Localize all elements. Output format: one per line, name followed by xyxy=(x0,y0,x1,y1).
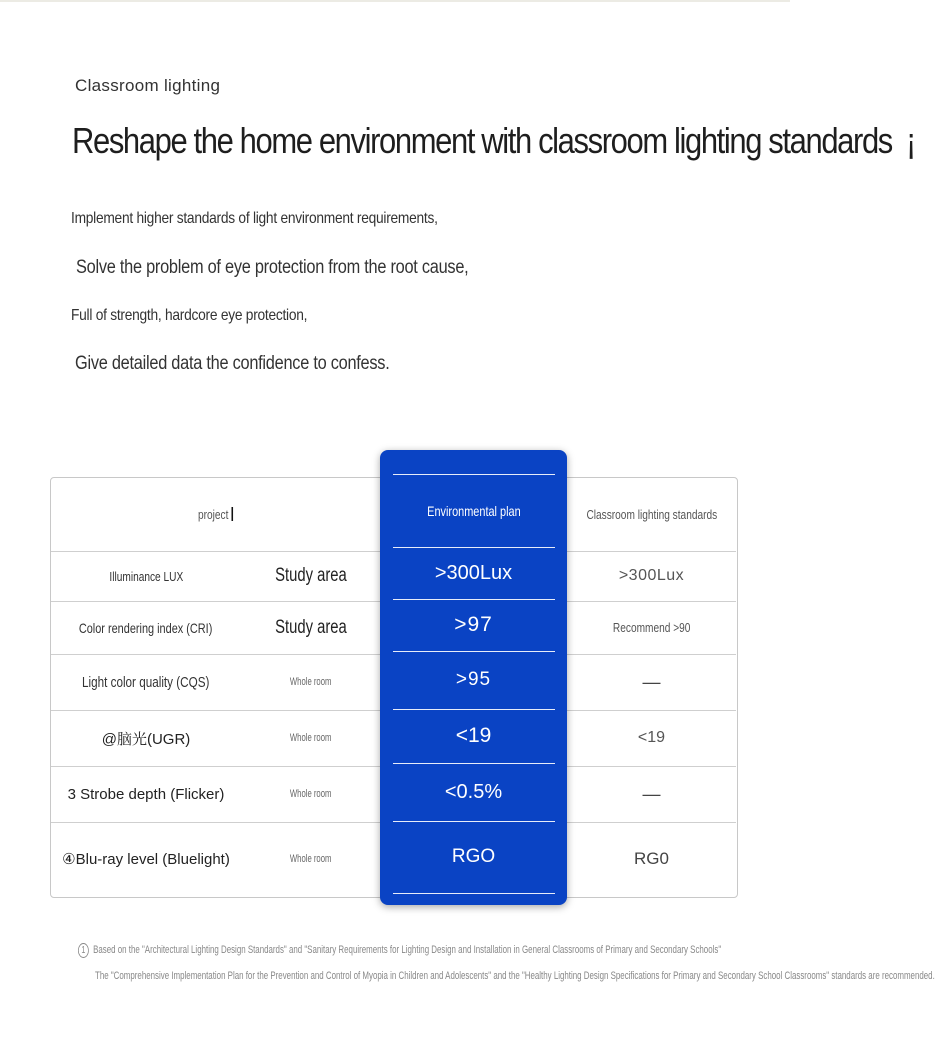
row-classroom: <19 xyxy=(637,729,666,746)
header-environmental: Environmental plan xyxy=(426,503,521,519)
top-divider xyxy=(0,0,790,2)
section-eyebrow: Classroom lighting xyxy=(75,76,221,95)
row-project: Color rendering index (CRI) xyxy=(79,619,213,636)
row-scope: Study area xyxy=(274,616,347,638)
row-classroom: — xyxy=(642,671,661,692)
page-headline xyxy=(72,120,915,162)
footnote-text-1: Based on the "Architectural Lighting Design Standards" and "Sanitary Requirements for Lighting Design and Installation in General Classrooms of Primary and Secondary Schools" xyxy=(93,944,722,956)
intro-line-1: Implement higher standards of light environment requirements, xyxy=(71,210,438,227)
row-project: Illuminance LUX xyxy=(109,568,183,584)
intro-line-2: Solve the problem of eye protection from the root cause, xyxy=(76,257,469,278)
header-project xyxy=(51,478,380,551)
header-project-label: project xyxy=(197,507,229,522)
headline-text: Reshape the home environment with classroom lighting standards xyxy=(72,120,892,161)
row-scope: Whole room xyxy=(289,788,332,800)
row-scope: Whole room xyxy=(289,853,332,865)
env-value: <19 xyxy=(455,724,492,747)
row-project: Light color quality (CQS) xyxy=(82,673,210,691)
column-divider xyxy=(393,893,555,894)
footnote-line-1 xyxy=(78,943,721,958)
env-value: >97 xyxy=(454,613,493,636)
row-project: 3 Strobe depth (Flicker) xyxy=(67,785,225,803)
row-classroom: — xyxy=(642,783,661,804)
row-project: @脑光(UGR) xyxy=(101,730,191,748)
intro-line-3: Full of strength, hardcore eye protection, xyxy=(71,307,308,324)
footnote-line-2: The "Comprehensive Implementation Plan for the Prevention and Control of Myopia in Children and Adolescents" and the "Healthy Lighting Design Specifications for Primary and Secondary School Classrooms" standards are recommended. xyxy=(95,970,935,982)
row-classroom: RG0 xyxy=(634,849,669,868)
header-classroom: Classroom lighting standards xyxy=(586,507,717,522)
row-classroom: Recommend >90 xyxy=(612,620,691,635)
env-value: >300Lux xyxy=(434,561,513,584)
footnote-marker: 1 xyxy=(78,943,89,958)
headline-mark: ¡ xyxy=(906,120,915,161)
row-scope: Study area xyxy=(274,565,347,586)
env-value: >95 xyxy=(455,669,492,690)
row-scope: Whole room xyxy=(289,676,332,688)
row-project: ④Blu-ray level (Bluelight) xyxy=(62,851,230,868)
env-value: RGO xyxy=(451,846,496,867)
env-value: <0.5% xyxy=(444,780,503,803)
intro-line-4: Give detailed data the confidence to confess. xyxy=(75,353,390,374)
row-classroom: >300Lux xyxy=(618,567,685,584)
row-scope: Whole room xyxy=(289,732,332,744)
